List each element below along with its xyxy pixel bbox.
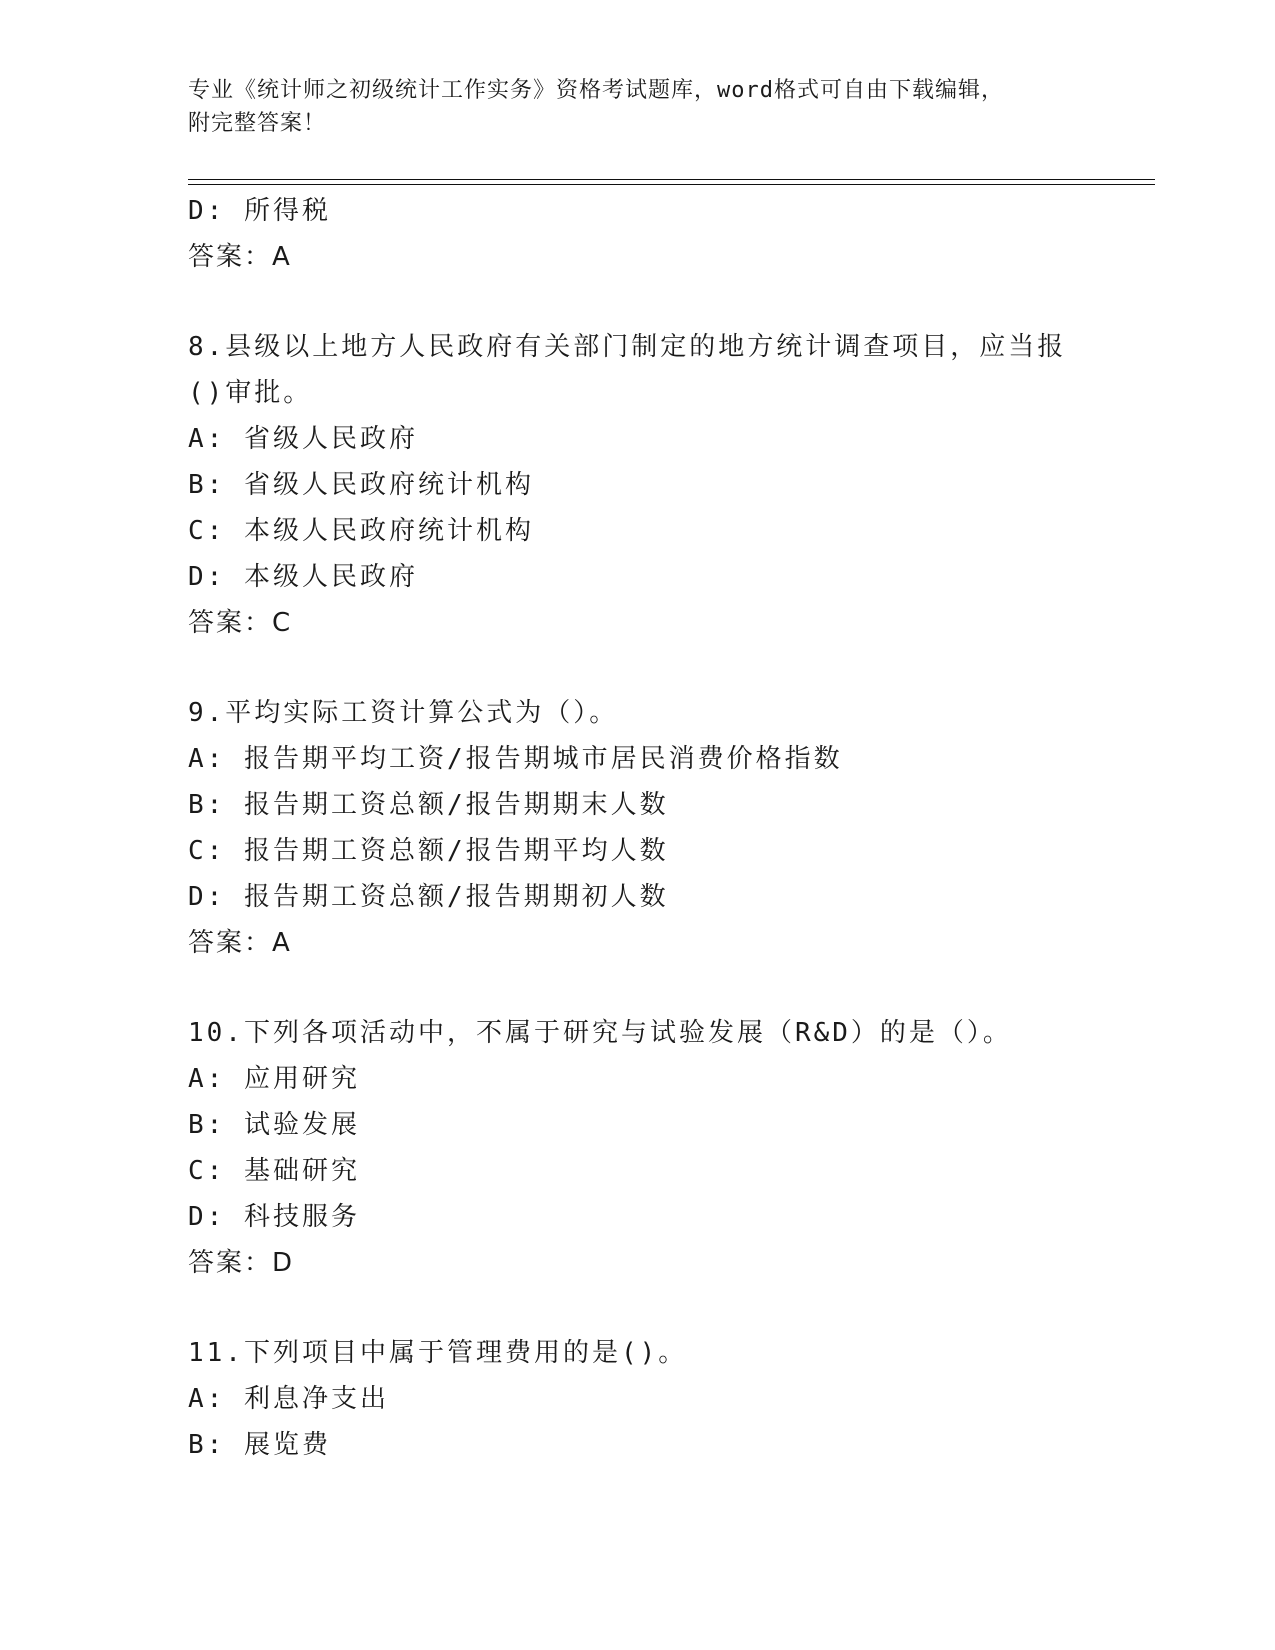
spacer [188, 1286, 1088, 1330]
option-a: A: 省级人民政府 [188, 424, 418, 454]
option-d: D: 科技服务 [188, 1202, 360, 1232]
option-d: D: 本级人民政府 [188, 562, 418, 592]
answer-line: 答案：A [188, 242, 292, 272]
question-11 [188, 1330, 1088, 1468]
question-stem: 9.平均实际工资计算公式为（）。 [188, 698, 619, 728]
option-a: A: 应用研究 [188, 1064, 360, 1094]
answer-line: 答案：C [188, 608, 293, 638]
option-c: C: 基础研究 [188, 1156, 360, 1186]
option-b: B: 展览费 [188, 1430, 331, 1460]
question-10 [188, 1010, 1088, 1286]
option-b: B: 试验发展 [188, 1110, 360, 1140]
question-8 [188, 324, 1088, 646]
header-line-2: 附完整答案！ [188, 111, 327, 136]
option-b: B: 报告期工资总额/报告期期末人数 [188, 790, 669, 820]
option-b: B: 省级人民政府统计机构 [188, 470, 534, 500]
answer-line: 答案：D [188, 1248, 295, 1278]
option-d: D: 所得税 [188, 196, 331, 226]
header-line-1: 专业《统计师之初级统计工作实务》资格考试题库，word格式可自由下载编辑， [188, 78, 1004, 103]
header-divider [188, 179, 1155, 185]
page-header [188, 74, 1088, 140]
question-9 [188, 690, 1088, 966]
option-d: D: 报告期工资总额/报告期期初人数 [188, 882, 669, 912]
option-c: C: 本级人民政府统计机构 [188, 516, 534, 546]
option-a: A: 报告期平均工资/报告期城市居民消费价格指数 [188, 744, 843, 774]
option-c: C: 报告期工资总额/报告期平均人数 [188, 836, 669, 866]
spacer [188, 966, 1088, 1010]
question-stem: 11.下列项目中属于管理费用的是()。 [188, 1338, 688, 1368]
spacer [188, 646, 1088, 690]
spacer [188, 280, 1088, 324]
answer-line: 答案：A [188, 928, 292, 958]
question-stem: 8.县级以上地方人民政府有关部门制定的地方统计调查项目，应当报 [188, 332, 1067, 362]
document-body [188, 188, 1088, 1468]
question-stem: 10.下列各项活动中，不属于研究与试验发展（R&D）的是（）。 [188, 1018, 1012, 1048]
question-stem-continued: ()审批。 [188, 378, 313, 408]
option-a: A: 利息净支出 [188, 1384, 389, 1414]
